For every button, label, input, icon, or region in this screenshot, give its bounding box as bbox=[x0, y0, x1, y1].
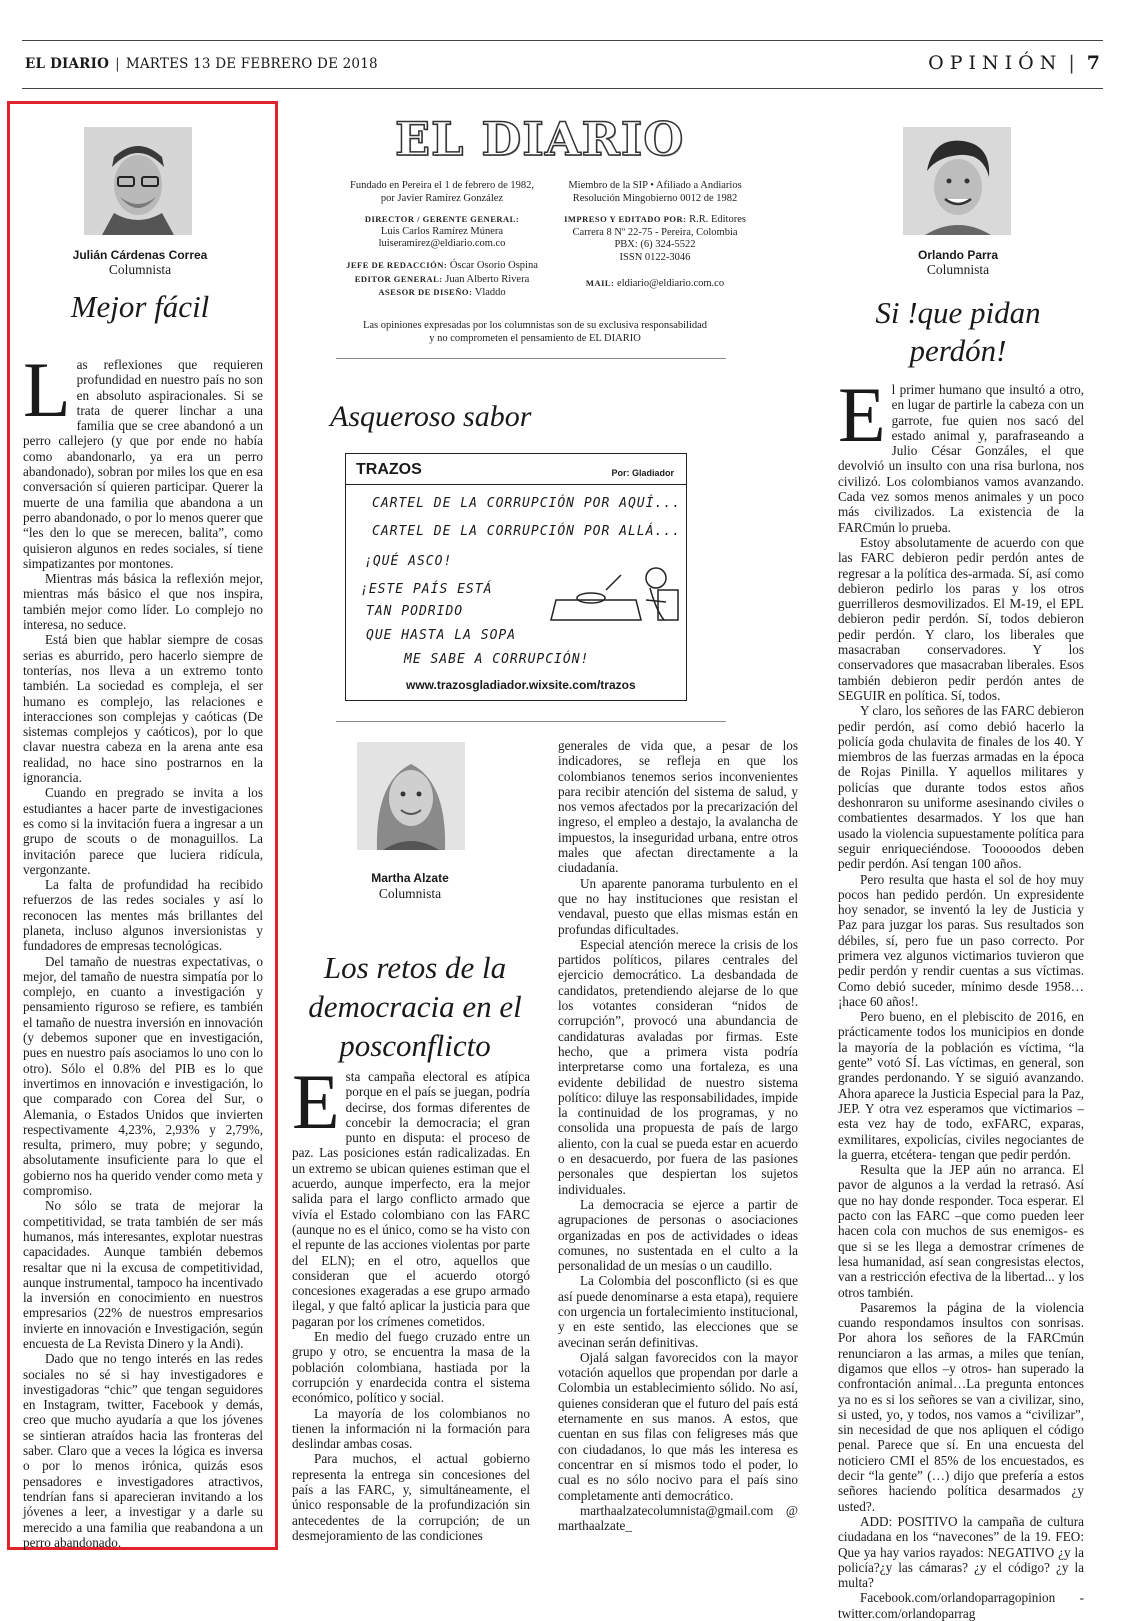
column-body-1 bbox=[23, 346, 263, 1550]
title-line: democracia en el bbox=[308, 989, 522, 1024]
mail-label: MAIL: bbox=[585, 277, 615, 288]
paragraph: Mientras más básica la reflexión mejor, mientras más básico el que nos inspira, también mejor como líder. Lo complejo no interesa, no seduce. bbox=[23, 571, 263, 633]
cartoon-line: ¡ESTE PAÍS ESTÁ bbox=[360, 582, 493, 597]
cartoon-line: QUE HASTA LA SOPA bbox=[366, 628, 517, 643]
column-title: Mejor fácil bbox=[70, 289, 210, 324]
cartoon-divider bbox=[346, 484, 686, 485]
paragraph: Especial atención merece la crisis de los partidos políticos, pilares centrales del ejercicio democrático. La desbandada de candidatos, pretendiendo alejarse de lo que los votantes consideran “nidos de corrupción”, provocó una abundancia de candidaturas avaladas por firmas. Este hecho, que a primera vista podría interpretarse como una fortaleza, es una evidente debilidad de nuestro sistema político: diluye las responsabilidades, impide la continuidad de los programas, y no consolida una propuesta de país de largo aliento, con la cual se pueda estar en acuerdo o en desacuerdo, por fuera de las pasiones personales que despiertan los sujetos individuales. bbox=[558, 936, 798, 1197]
impreso-label: IMPRESO Y EDITADO POR: bbox=[564, 214, 687, 225]
top-rule bbox=[22, 40, 1103, 41]
cartoon-url: www.trazosgladiador.wixsite.com/trazos bbox=[406, 678, 636, 692]
dropcap: L bbox=[23, 346, 71, 433]
asesor-name: Vladdo bbox=[474, 287, 506, 299]
editor-label: EDITOR GENERAL: bbox=[354, 273, 443, 284]
cartoon-line: CARTEL DE LA CORRUPCIÓN POR ALLÁ... bbox=[372, 524, 681, 539]
author-role: Columnista bbox=[108, 262, 172, 277]
jefe-name: Óscar Osorio Ospina bbox=[449, 259, 538, 271]
impreso-name: R.R. Editores bbox=[689, 214, 746, 226]
paragraph: La Colombia del posconflicto (si es que así puede denominarse a esta etapa), requiere con urgencia un fortalecimiento institucional, y en este sentido, las elecciones que se avecinan serán definitivas. bbox=[558, 1273, 798, 1350]
address: Carrera 8 Nº 22-75 - Pereira, Colombia bbox=[572, 226, 738, 238]
jefe-label: JEFE DE REDACCIÓN: bbox=[346, 259, 448, 270]
title-line: posconflicto bbox=[339, 1028, 491, 1063]
editorial-cartoon bbox=[345, 453, 687, 701]
cartoon-title: TRAZOS bbox=[356, 461, 422, 478]
header-right: OPINIÓN | 7 bbox=[928, 52, 1100, 74]
sip-line: Resolución Mingobierno 0012 de 1982 bbox=[572, 192, 738, 204]
social-links: Facebook.com/orlandoparragopinion - twitter.com/orlandoparrag bbox=[838, 1590, 1084, 1621]
cartoon-rule bbox=[336, 721, 726, 722]
paragraph: La falta de profundidad ha recibido refuerzos de las redes sociales y así lo reconocen las mentes más brillantes del planeta, incluso algunos inversionistas y fundadores de empresas tecnológicas. bbox=[23, 877, 263, 954]
cartoon-drawing bbox=[546, 550, 686, 630]
author-email: marthaalzatecolumnista@gmail.com @ marthaalzate_ bbox=[558, 1502, 798, 1534]
paragraph: No sólo se trata de mejorar la competitividad, se trata también de ser más humanos, más interesantes, explotar nuestras capacidades. Aunque también debemos resaltar que ni la excusa de competitividad, aunque instrumental, tampoco ha incentivado la inversión en conocimiento en nuestros empresarios (22% de nuestros empresarios invierte en innovación e Investigación, según encuesta de La Revista Dinero y la Andi). bbox=[23, 1198, 263, 1351]
paragraph: l primer humano que insultó a otro, en lugar de partirle la cabeza con un garrote, fue quien nos sacó del estado animal y, parafraseando a Julio César Gonzáles, el que devolvió un insulto con una risa burlona, nos civilizó. Los colombianos vamos avanzando. Cada vez somos menos animales y un poco más civilizados. La existencia de la FARCmún lo prueba. bbox=[838, 382, 1084, 535]
cartoon-line: TAN PODRIDO bbox=[366, 604, 464, 619]
paragraph: generales de vida que, a pesar de los indicadores, se refleja en que los colombianos tenemos serios inconvenientes para recibir atención del sistema de salud, y nos vemos afectados por la precarización del ingreso, el empleo a destajo, la avalancha de impuestos, la inseguridad urbana, entre otros males que afectan directamente a la ciudadanía. bbox=[558, 738, 798, 876]
disclaimer bbox=[345, 320, 725, 345]
paragraph: as reflexiones que requieren profundidad en nuestro país no son en absoluto aspiracionales. Si se trata de querer linchar a una familia que se cree abandonó a un perro callejero (y que por ende no había como abandonarlo, ya era un perro abandonado), sobran por miles los que en esa conversación sí quieren participar. Querer la muerte de una familia que abandona a un perro abandonado, o por lo menos querer que “les den lo que se merecen, balita”, como quisieron algunos en redes sociales, sí tiene simpatizantes por montones. bbox=[23, 357, 263, 571]
paragraph: Está bien que hablar siempre de cosas serias es aburrido, pero hacerlo siempre de tonterías, nos lleva a un extremo tonto también. La sociedad es compleja, el ser humano es complejo, las relaciones e interacciones son complejas y caóticas (De sistemas complejos y caóticos), por lo que clavar nuestra cabeza en la arena ante esa realidad, no hace sino postrarnos en la ignorancia. bbox=[23, 632, 263, 786]
page-number: 7 bbox=[1086, 52, 1100, 74]
mail-address: eldiario@eldiario.com.co bbox=[617, 277, 725, 289]
masthead-rule bbox=[336, 358, 726, 359]
editor-name: Juan Alberto Rivera bbox=[445, 273, 530, 285]
avatar-orlando bbox=[903, 127, 1011, 235]
column-title bbox=[843, 294, 1073, 370]
dropcap: E bbox=[292, 1058, 340, 1145]
avatar-julian bbox=[84, 127, 192, 235]
paragraph: Estoy absolutamente de acuerdo con que las FARC debieron pedir perdón antes de regresar a la política des-armada. Sí, así como debieron pedirlo los paras y los otros guerrilleros desmovilizados. El M-19, el EPL debieron pedir perdón. Sí, todos debieron pedir perdón. Y claro, los liberales que masacraban conservadores. Y los conservadores que masacraban liberales. Esos también debieron pedir perdón antes de SEGUIR en política. Sí, todos. bbox=[838, 534, 1084, 703]
paragraph: ADD: POSITIVO la campaña de cultura ciudadana en los “navecones” de la 19. FEO: Que ya hay varios rayados: NEGATIVO ¿y la policía?¿y las cámaras? ¿y el código? ¿y la multa? bbox=[838, 1513, 1084, 1591]
paragraph: Pero bueno, en el plebiscito de 2016, en prácticamente todos los municipios en donde la mayoría de la población es víctima, “la gente” votó SÍ. Las víctimas, en general, son grandes perdonando. Y se siguió avanzando. Ahora aparece la Justicia Especial para la Paz, JEP. Y otra vez esperamos que victimarios –esta vez hay de todo, exFARC, exparas, exmilitares, expolicías, civiles negociantes de la guerra, etcétera- tengan que pedir perdón. bbox=[838, 1009, 1084, 1162]
dropcap: E bbox=[838, 371, 886, 458]
pbx: PBX: (6) 324-5522 bbox=[614, 239, 696, 251]
author-role: Columnista bbox=[378, 886, 442, 901]
paragraph: sta campaña electoral es atípica porque en el país se juegan, podría decirse, dos formas diferentes de concebir la democracia; el gran punto en disputa: el proceso de paz. Las posiciones están radicalizadas. En un extremo se ubican quienes estiman que el acuerdo, aunque imperfecto, era la mejor salida para el largo conflicto armado que vivía el Estado colombiano con las FARC (aunque no es el único, como se ha visto con el repunte de las acciones violentas por parte del ELN); en el otro, aquellos que consideran que el acuerdo otorgó concesiones exageradas a ese grupo armado ilegal, y que faltó aplicar la justicia para que pagaran por los crímenes cometidos. bbox=[292, 1069, 530, 1329]
column-title bbox=[300, 948, 530, 1065]
paragraph: Dado que no tengo interés en las redes sociales no sé si hay investigadores e investigadoras “chic” que tengan seguidores en Instagram, twitter, Facebook y demás, creo que mucho ayudaría a que los jóvenes se sintieran atraídos hacia las fronteras del saber. Claro que a veces la lógica es inversa o por lo menos irónica, quizás esos pensadores e investigadores atractivos, tendrían fans si aparecieran invitando a los jóvenes a leer, a investigar y a darle su merecido a una familia que reabandona a un perro abandonado. bbox=[23, 1351, 263, 1550]
column-body-2b bbox=[558, 738, 798, 1538]
paragraph: Cuando en pregrado se invita a los estudiantes a hacer parte de investigaciones es como si la invitación fuera a ingresar a un grupo de scouts o de monaguillos. La invitación parece que luciera ridícula, vergonzante. bbox=[23, 785, 263, 877]
cartoon-line: CARTEL DE LA CORRUPCIÓN POR AQUÍ... bbox=[372, 496, 681, 511]
paragraph: En medio del fuego cruzado entre un grupo y otro, se encuentra la masa de la población colombiana, hastiada por la corrupción y enardecida contra el sistema económico, político y social. bbox=[292, 1329, 530, 1406]
paragraph: Y claro, los señores de las FARC debieron pedir perdón, así como debió hacerlo la policía goda chulavita de finales de los 40. Y miembros de las fuerzas armadas en la época de Rojas Pinilla. Y aquellos militares y policías que durante todos estos años deshonraron su uniforme asesinando civiles o combatientes desarmados. Y los que han usado la violencia supuestamente política para seguir enriqueciéndose. Tooooodos deben pedir perdón. Así tengan 100 años. bbox=[838, 703, 1084, 872]
paragraph: Pasaremos la página de la violencia cuando respondamos insultos con sonrisas. Por ahora los señores de la FARCmún renunciaron a las armas, a miles que tenían, digamos que ellos –y otros- han superado la confrontación animal…La pregunta entonces ya no es si los señores se van a civilizar, sino, si usted, yo, y todos, nos vamos a “civilizar”, sin necesidad de que nos apliquen el código penal. Parece que sí. En una encuesta del noticiero CMI el 85% de los encuestados, es decir “la gente” (…) dijo que prefería a estos señores haciendo política desarmados ¿y usted?. bbox=[838, 1299, 1084, 1514]
editorial-title: Asqueroso sabor bbox=[330, 400, 532, 433]
cartoon-line: ME SABE A CORRUPCIÓN! bbox=[404, 652, 590, 667]
disclaimer-line: Las opiniones expresadas por los columnistas son de su exclusiva responsabilidad bbox=[362, 320, 708, 331]
paragraph: Del tamaño de nuestras expectativas, o mejor, del tamaño de nuestra simpatía por lo complejo, en cuanto a investigación y pensamiento riguroso se refiere, es también el tamaño de nuestra inversión en innovación (y debemos suponer que en investigación, pues en nuestro país asociamos lo uno con lo otro). Sólo el 0.8% del PIB es lo que invertimos en innovación e investigación, lo que comparado con Corea del Sur, o Alemania, o Estados Unidos que invierten respectivamente 4,23%, 2,93% y 2,79%, resulta, primero, muy pobre; y segundo, absolutamente insuficiente para lo que el gobierno nos ha querido vender como meta y compromiso. bbox=[23, 953, 263, 1199]
sip-line: Miembro de la SIP • Afiliado a Andiarios bbox=[568, 180, 742, 191]
founded-line: Fundado en Pereira el 1 de febrero de 1982, bbox=[350, 180, 534, 191]
column-body-2a bbox=[292, 1058, 530, 1543]
director-label: DIRECTOR / GERENTE GENERAL: bbox=[364, 214, 520, 225]
header-left: EL DIARIO | MARTES 13 DE FEBRERO DE 2018 bbox=[25, 56, 378, 72]
author-name: Julián Cárdenas Correa bbox=[72, 248, 208, 262]
title-line: perdón! bbox=[909, 333, 1007, 368]
column-body-3 bbox=[838, 371, 1084, 1621]
author-name: Martha Alzate bbox=[371, 871, 449, 885]
issue-date: MARTES 13 DE FEBRERO DE 2018 bbox=[125, 56, 378, 72]
paragraph: Resulta que la JEP aún no arranca. El pavor de algunos a la verdad la retrasó. Así que no hay donde responder. Toca esperar. El pacto con las FARC –que como pueden leer hacen cola con muchos de sus enemigos- es que si se les llega a demostrar crímenes de lesa humanidad, así sean congresistas electos, van a restricción efectiva de la libertad... y los otros también. bbox=[838, 1162, 1084, 1300]
title-line: Si !que pidan bbox=[875, 295, 1041, 330]
issn: ISSN 0122-3046 bbox=[619, 251, 691, 263]
header-bottom-rule bbox=[22, 88, 1103, 89]
director-name: Luis Carlos Ramírez Múnera bbox=[380, 225, 504, 237]
title-line: Los retos de la bbox=[323, 950, 507, 985]
paragraph: Un aparente panorama turbulento en el que no hay instituciones que resistan el vendaval, puesto que ellas mismas están en profundas dificultades. bbox=[558, 875, 798, 937]
cartoon-line: ¡QUÉ ASCO! bbox=[364, 554, 453, 569]
paragraph: La democracia se ejerce a partir de agrupaciones de personas o asociaciones organizadas en pos de actividades o ideas comunes, no sustentada en el culto a la personalidad de un mesías o un caudillo. bbox=[558, 1196, 798, 1274]
paragraph: La mayoría de los colombianos no tienen la información ni la formación para deslindar ambas cosas. bbox=[292, 1405, 530, 1452]
paragraph: Ojalá salgan favorecidos con la mayor votación aquellos que propendan por darle a Colombia un establecimiento sólido. No así, quienes consideran que el futuro del país está eternamente en sus manos. A estos, que cuentan en sus filas con feligreses más que con ciudadanos, lo que más les interesa es concentrar en sí mismos todo el poder, lo cual es no sólo nocivo para el país sino completamente anti democrático. bbox=[558, 1349, 798, 1503]
author-name: Orlando Parra bbox=[917, 248, 999, 262]
masthead-logo: EL DIARIO bbox=[395, 112, 685, 166]
paragraph: Pero resulta que hasta el sol de hoy muy pocos han pedido perdón. Un expresidente hoy senador, se inventó la ley de Justicia y Paz para juzgar los paras. Sus resultados son débiles, sí, pero fue un paso correcto. Por primera vez algunos victimarios tuvieron que pedir perdón y rendir cuentas a sus víctimas. Como debió suceder, mínimo desde 1958…¡hace 60 años!. bbox=[838, 871, 1084, 1009]
section-name: OPINIÓN bbox=[928, 52, 1063, 74]
masthead-right bbox=[560, 180, 750, 290]
founded-line: por Javier Ramírez González bbox=[380, 192, 504, 204]
paper-name: EL DIARIO bbox=[25, 56, 110, 72]
avatar-martha bbox=[357, 742, 465, 850]
disclaimer-line: y no comprometen el pensamiento de EL DIARIO bbox=[429, 332, 641, 344]
cartoon-byline: Por: Gladiador bbox=[611, 468, 674, 478]
asesor-label: ASESOR DE DISEÑO: bbox=[378, 287, 473, 298]
author-role: Columnista bbox=[926, 262, 990, 277]
paragraph: Para muchos, el actual gobierno representa la entrega sin concesiones del país a las FARC, y, simultáneamente, el único responsable de la profundización sin antecedentes de la corrupción; de un desmejoramiento de las condiciones bbox=[292, 1451, 530, 1543]
masthead-left bbox=[342, 180, 542, 300]
director-email: luiseramirez@eldiario.com.co bbox=[378, 238, 506, 250]
